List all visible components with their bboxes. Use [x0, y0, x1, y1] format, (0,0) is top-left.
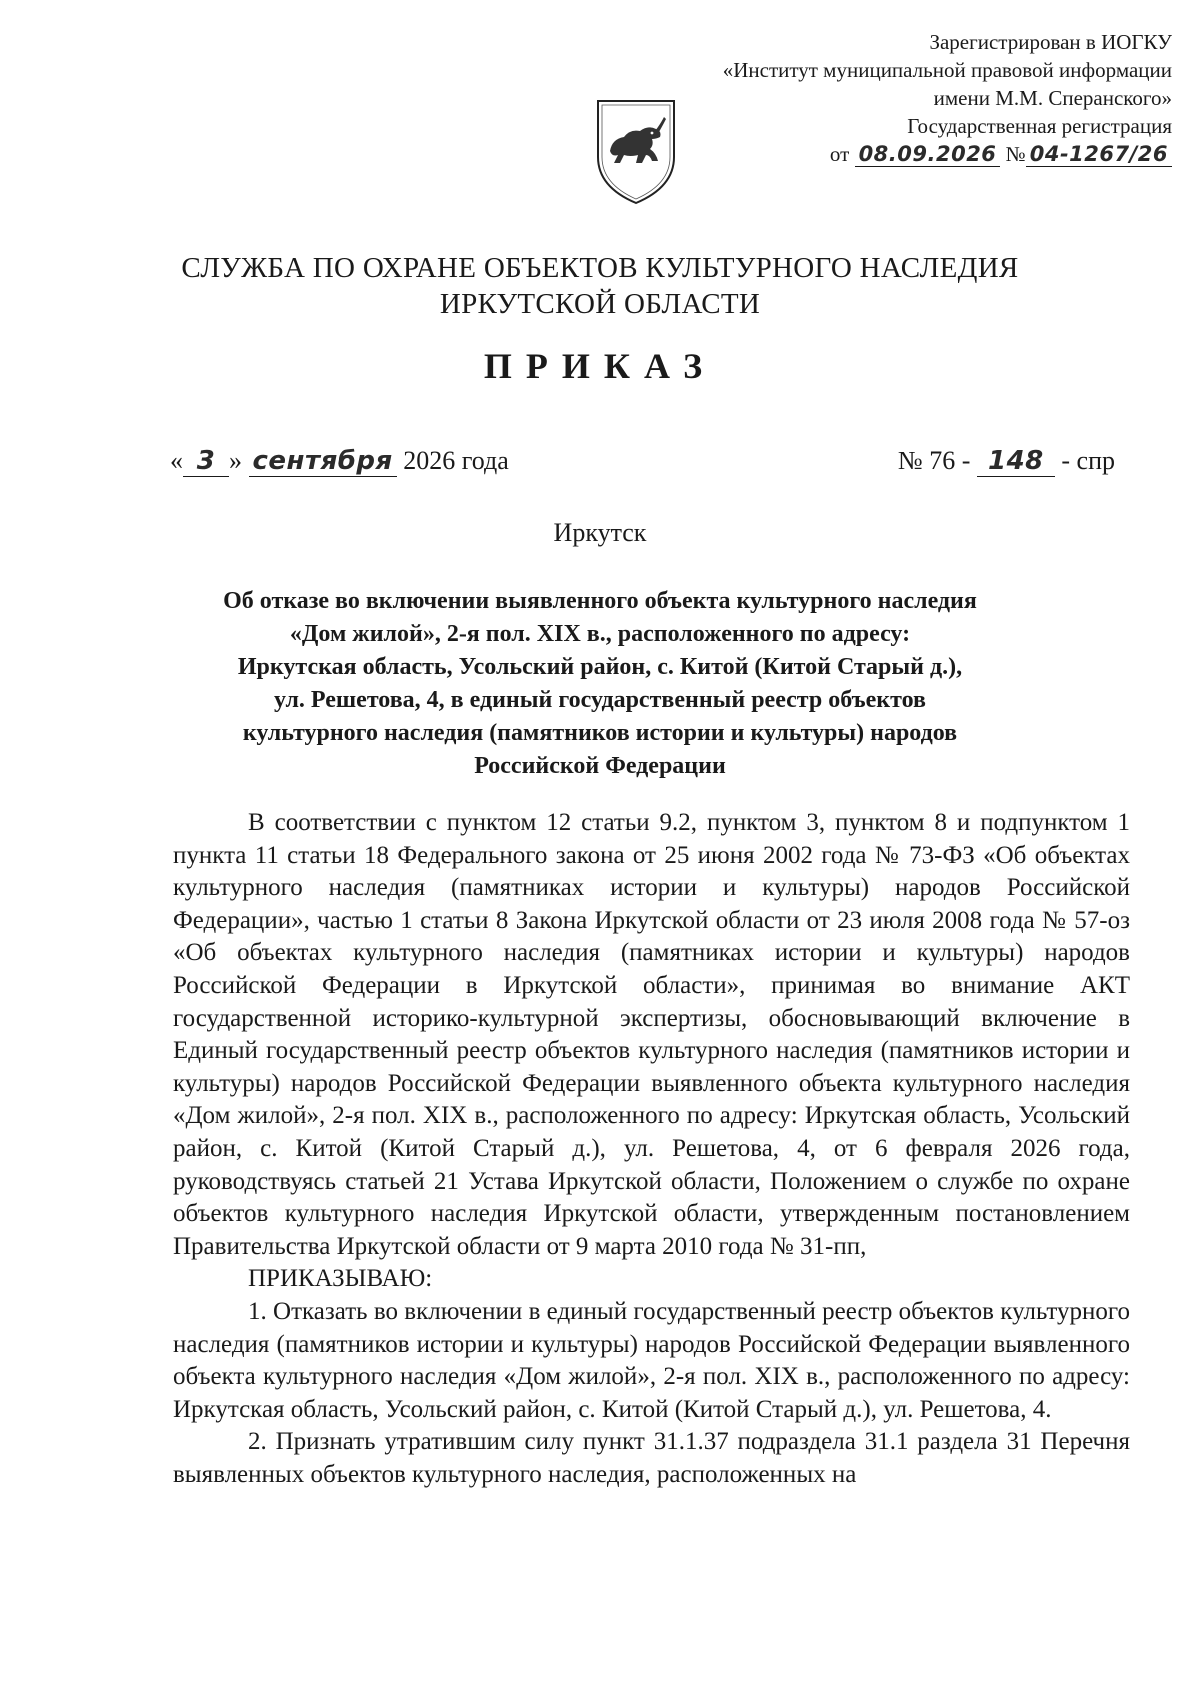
document-type-heading: ПРИКАЗ	[483, 346, 717, 386]
order-title	[150, 585, 1050, 783]
registration-number-prefix: №	[1005, 142, 1026, 166]
preamble-paragraph: В соответствии с пунктом 12 статьи 9.2, пунктом 3, пунктом 8 и подпунктом 1 пункта 11 статьи 18 Федерального закона от 25 июня 2002 года № 73-ФЗ «Об объектах культурного наследия (памятниках истории и культуры) народов Российской Федерации», частью 1 статьи 8 Закона Иркутской области от 23 июля 2008 года № 57-оз «Об объектах культурного наследия (памятниках истории и культуры) народов Российской Федерации в Иркутской области», принимая во внимание АКТ государственной историко-культурной экспертизы, обосновывающий включение в Единый государственный реестр объектов культурного наследия (памятников истории и культуры) народов Российской Федерации выявленного объекта культурного наследия «Дом жилой», 2-я пол. XIX в., расположенного по адресу: Иркутская область, Усольский район, с. Китой (Китой Старый д.), ул. Решетова, 4, от 6 февраля 2026 года, руководствуясь статьей 21 Устава Иркутской области, Положением о службе по охране объектов культурного наследия Иркутской области, утвержденным постановлением Правительства Иркутской области от 9 марта 2010 года № 31-пп,	[173, 809, 1130, 1260]
registration-date-prefix: от	[829, 142, 850, 166]
order-date	[170, 446, 509, 477]
registration-line-1: Зарегистрирован в ИОГКУ	[929, 30, 1172, 54]
agency-name-line-2: ИРКУТСКОЙ ОБЛАСТИ	[439, 288, 761, 320]
title-line: Иркутская область, Усольский район, с. Китой (Китой Старый д.),	[237, 654, 963, 680]
irkutsk-coat-of-arms-icon	[590, 95, 682, 207]
number-suffix: - спр	[1061, 446, 1115, 475]
registration-line-4: Государственная регистрация	[907, 114, 1172, 138]
date-close-quote: »	[229, 446, 242, 475]
agency-name-line-1: СЛУЖБА ПО ОХРАНЕ ОБЪЕКТОВ КУЛЬТУРНОГО НАСЛЕДИЯ	[181, 252, 1019, 284]
date-open-quote: «	[170, 446, 183, 475]
order-item-2: 2. Признать утратившим силу пункт 31.1.37 подраздела 31.1 раздела 31 Перечня выявленных объектов культурного наследия, расположенных на	[173, 1428, 1130, 1488]
number-prefix: № 76 -	[897, 446, 971, 475]
title-line: Российской Федерации	[474, 753, 726, 779]
title-line: Об отказе во включении выявленного объекта культурного наследия	[223, 588, 977, 614]
registration-date: 08.09.2026	[855, 142, 1001, 167]
title-line: культурного наследия (памятников истории и культуры) народов	[242, 720, 958, 746]
date-month: сентября	[249, 446, 397, 477]
agency-name	[0, 250, 1200, 322]
registration-number: 04-1267/26	[1026, 142, 1172, 167]
title-line: «Дом жилой», 2-я пол. XIX в., расположенного по адресу:	[289, 621, 911, 647]
registration-line-2: «Институт муниципальной правовой информации	[722, 58, 1172, 82]
date-day: 3	[183, 446, 229, 477]
order-item-1: 1. Отказать во включении в единый государственный реестр объектов культурного наследия (памятников истории и культуры) народов Российской Федерации выявленного объекта культурного наследия «Дом жилой», 2-я пол. XIX в., расположенного по адресу: Иркутская область, Усольский район, с. Китой (Китой Старый д.), ул. Решетова, 4.	[173, 1297, 1130, 1423]
title-line: ул. Решетова, 4, в единый государственный реестр объектов	[274, 687, 926, 713]
order-word: ПРИКАЗЫВАЮ:	[248, 1265, 433, 1293]
city-name: Иркутск	[553, 518, 647, 547]
number-value: 148	[977, 446, 1055, 477]
order-number	[898, 446, 1115, 477]
order-body	[173, 807, 1130, 1491]
date-year: 2026 года	[403, 446, 509, 475]
registration-stamp	[652, 28, 1172, 168]
registration-line-3: имени М.М. Сперанского»	[933, 86, 1172, 110]
registration-date-row	[652, 140, 1172, 168]
